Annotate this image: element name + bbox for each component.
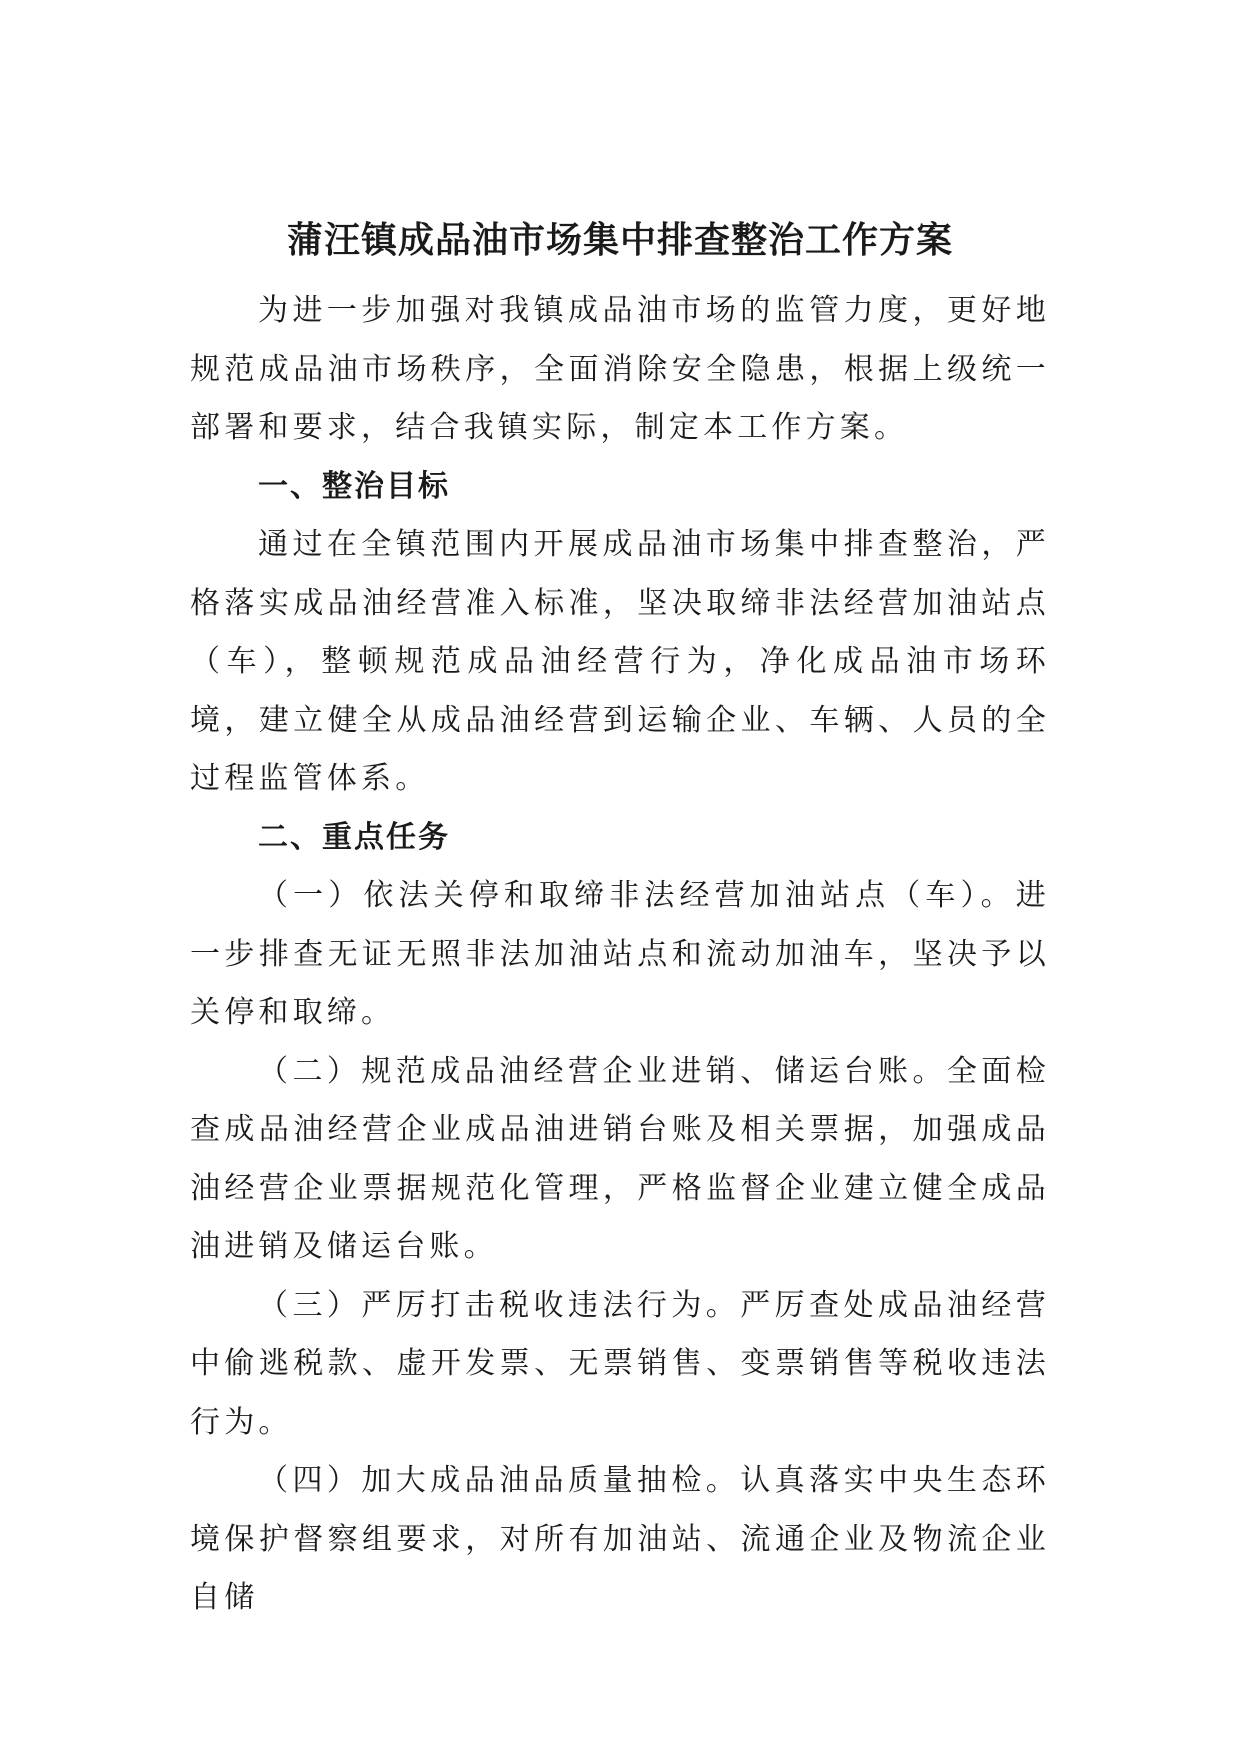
task-paragraph-3: （三）严厉打击税收违法行为。严厉查处成品油经营中偷逃税款、虚开发票、无票销售、变票销售等税收违法行为。 xyxy=(190,1287,1050,1440)
section-heading-tasks: 二、重点任务 xyxy=(258,819,450,855)
document-title: 蒲汪镇成品油市场集中排查整治工作方案 xyxy=(286,219,953,261)
section-heading-goals: 一、整治目标 xyxy=(258,468,450,504)
task-paragraph-1: （一）依法关停和取缔非法经营加油站点（车）。进一步排查无证无照非法加油站点和流动加油车，坚决予以关停和取缔。 xyxy=(190,878,1050,1030)
document-body xyxy=(190,210,1050,1628)
goals-paragraph: 通过在全镇范围内开展成品油市场集中排查整治，严格落实成品油经营准入标准，坚决取缔非法经营加油站点（车），整顿规范成品油经营行为，净化成品油市场环境，建立健全从成品油经营到运输企业、车辆、人员的全过程监管体系。 xyxy=(190,527,1050,796)
task-paragraph-2: （二）规范成品油经营企业进销、储运台账。全面检查成品油经营企业成品油进销台账及相关票据，加强成品油经营企业票据规范化管理，严格监督企业建立健全成品油进销及储运台账。 xyxy=(190,1053,1050,1264)
intro-paragraph: 为进一步加强对我镇成品油市场的监管力度，更好地规范成品油市场秩序，全面消除安全隐患，根据上级统一部署和要求，结合我镇实际，制定本工作方案。 xyxy=(190,293,1050,445)
task-paragraph-4: （四）加大成品油品质量抽检。认真落实中央生态环境保护督察组要求，对所有加油站、流通企业及物流企业自储 xyxy=(190,1463,1050,1615)
